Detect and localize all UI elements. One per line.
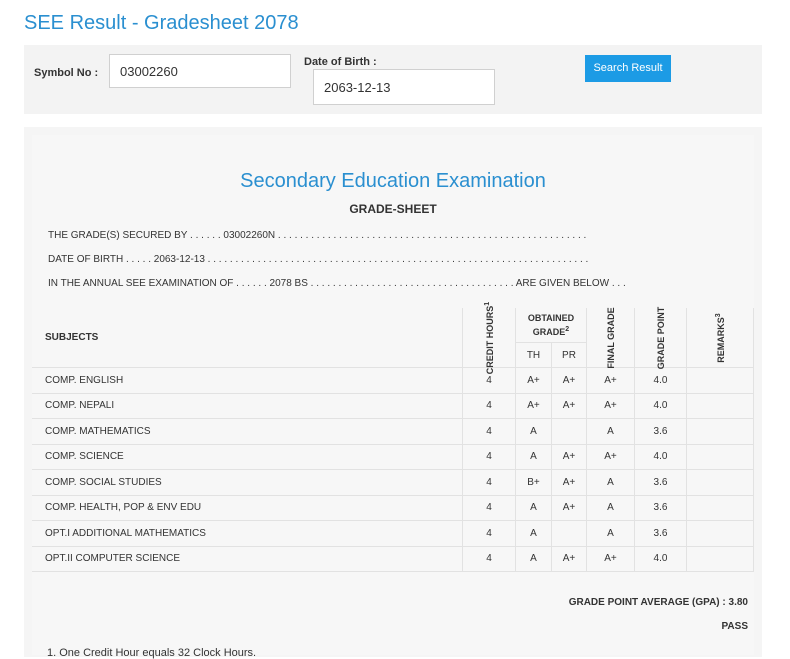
grade-point-cell: 4.0 [635, 394, 687, 420]
credit-cell: 4 [463, 394, 516, 420]
dob-line: DATE OF BIRTH . . . . . 2063-12-13 . . . . . . . . . . . . . . . . . . . . . . . . . . . . . . . . . . . . . . . . . . . . . . . . . . . . . . . . . . . . . . . . . . . . . [48, 254, 589, 265]
header-credit-hours: CREDIT HOURS$^1$ [463, 308, 516, 368]
credit-cell: 4 [463, 419, 516, 445]
exam-line: IN THE ANNUAL SEE EXAMINATION OF . . . . . . 2078 BS . . . . . . . . . . . . . . . . . . . . . . . . . . . . . . . . . . . . . ARE GIVEN BELOW . . . [48, 278, 626, 289]
gradesheet-container [24, 127, 762, 657]
pr-grade-cell: A+ [552, 368, 587, 394]
result-status: PASS [721, 621, 748, 632]
credit-cell: 4 [463, 368, 516, 394]
footnote: 1. One Credit Hour equals 32 Clock Hours. [47, 647, 257, 659]
remarks-cell [687, 547, 754, 573]
header-remarks: REMARKS$^3$ [687, 308, 754, 368]
pr-grade-cell: A+ [552, 394, 587, 420]
grade-point-cell: 3.6 [635, 470, 687, 496]
grade-point-cell: 3.6 [635, 419, 687, 445]
pr-grade-cell: A+ [552, 547, 587, 573]
subject-cell: COMP. SOCIAL STUDIES [32, 470, 463, 496]
header-pr: PR [552, 343, 587, 368]
grade-row [32, 547, 754, 573]
pr-grade-cell [552, 521, 587, 547]
remarks-cell [687, 368, 754, 394]
subject-cell: COMP. NEPALI [32, 394, 463, 420]
th-grade-cell: A [516, 547, 552, 573]
gradesheet-heading: GRADE-SHEET [349, 202, 437, 216]
pr-grade-cell [552, 419, 587, 445]
th-grade-cell: A+ [516, 368, 552, 394]
credit-cell: 4 [463, 470, 516, 496]
grade-row [32, 521, 754, 547]
remarks-cell [687, 496, 754, 522]
grade-row [32, 496, 754, 522]
grade-point-cell: 4.0 [635, 547, 687, 573]
grade-row [32, 419, 754, 445]
credit-cell: 4 [463, 496, 516, 522]
header-final-grade: FINAL GRADE [587, 308, 635, 368]
search-result-button[interactable]: Search Result [585, 55, 671, 82]
subject-cell: OPT.II COMPUTER SCIENCE [32, 547, 463, 573]
remarks-cell [687, 521, 754, 547]
subject-cell: COMP. HEALTH, POP & ENV EDU [32, 496, 463, 522]
th-grade-cell: A [516, 445, 552, 471]
page-title: SEE Result - Gradesheet 2078 [24, 12, 299, 34]
exam-title: Secondary Education Examination [240, 170, 546, 192]
pr-grade-cell: A+ [552, 445, 587, 471]
grade-point-cell: 4.0 [635, 445, 687, 471]
header-grade-point: GRADE POINT [635, 308, 687, 368]
credit-cell: 4 [463, 547, 516, 573]
header-obtained-grade: OBTAINED GRADE$^2$ [516, 308, 587, 343]
th-grade-cell: B+ [516, 470, 552, 496]
subject-cell: OPT.I ADDITIONAL MATHEMATICS [32, 521, 463, 547]
symbol-input[interactable]: 03002260 [109, 54, 291, 88]
search-panel [24, 45, 762, 114]
final-grade-cell: A [587, 521, 635, 547]
grade-point-cell: 3.6 [635, 496, 687, 522]
subject-cell: COMP. SCIENCE [32, 445, 463, 471]
final-grade-cell: A [587, 470, 635, 496]
remarks-cell [687, 445, 754, 471]
gradesheet [32, 135, 754, 659]
grade-row [32, 394, 754, 420]
final-grade-cell: A+ [587, 394, 635, 420]
final-grade-cell: A+ [587, 445, 635, 471]
grade-secured-line: THE GRADE(S) SECURED BY . . . . . . 03002260N . . . . . . . . . . . . . . . . . . . . . . . . . . . . . . . . . . . . . . . . . . . . . . . . . . . . . . . . [48, 230, 587, 241]
th-grade-cell: A [516, 419, 552, 445]
pr-grade-cell: A+ [552, 496, 587, 522]
credit-cell: 4 [463, 445, 516, 471]
credit-cell: 4 [463, 521, 516, 547]
header-th: TH [516, 343, 552, 368]
remarks-cell [687, 394, 754, 420]
grade-row [32, 368, 754, 394]
pr-grade-cell: A+ [552, 470, 587, 496]
grade-point-cell: 3.6 [635, 521, 687, 547]
grade-row [32, 445, 754, 471]
grades-table [32, 301, 754, 572]
th-grade-cell: A [516, 496, 552, 522]
gpa-value: GRADE POINT AVERAGE (GPA) : 3.80 [568, 597, 748, 608]
header-subjects: SUBJECTS [32, 308, 463, 368]
remarks-cell [687, 419, 754, 445]
th-grade-cell: A [516, 521, 552, 547]
remarks-cell [687, 470, 754, 496]
final-grade-cell: A+ [587, 368, 635, 394]
dob-label: Date of Birth : [304, 56, 377, 68]
subject-cell: COMP. MATHEMATICS [32, 419, 463, 445]
dob-input[interactable]: 2063-12-13 [313, 69, 495, 105]
final-grade-cell: A+ [587, 547, 635, 573]
final-grade-cell: A [587, 419, 635, 445]
symbol-label: Symbol No : [34, 67, 99, 79]
th-grade-cell: A+ [516, 394, 552, 420]
final-grade-cell: A [587, 496, 635, 522]
grade-point-cell: 4.0 [635, 368, 687, 394]
grade-row [32, 470, 754, 496]
subject-cell: COMP. ENGLISH [32, 368, 463, 394]
